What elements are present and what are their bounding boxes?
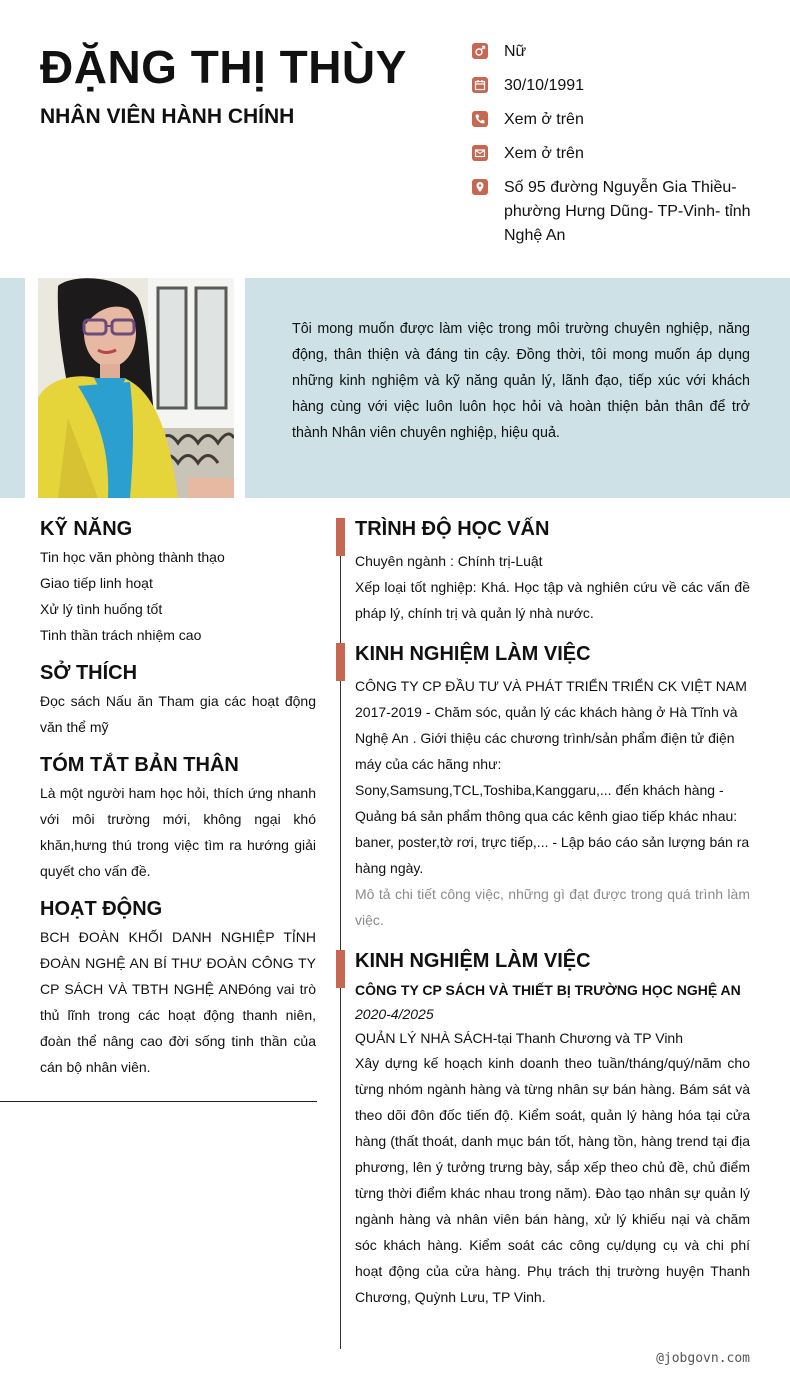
experience-section-2 <box>355 946 750 1310</box>
skill-item: Tin học văn phòng thành thạo <box>40 549 225 565</box>
timeline-marker-education <box>336 518 345 556</box>
address-value: Số 95 đường Nguyễn Gia Thiều- phường Hưng Dũng- TP-Vinh- tỉnh Nghệ An <box>504 179 751 244</box>
experience-1-line2: Sony,Samsung,TCL,Toshiba,Kanggaru,... đến khách hàng - Quảng bá sản phẩm thông qua các kênh giao tiếp khác nhau: baner, poster,tờ rơi, trực tiếp,... - Lập báo cáo sản lượng bán ra hàng ngày. <box>355 782 750 876</box>
candidate-name: ĐẶNG THỊ THÙY <box>40 41 407 93</box>
phone-value: Xem ở trên <box>504 111 584 128</box>
phone-icon <box>472 111 488 127</box>
email-icon <box>472 145 488 161</box>
email-value: Xem ở trên <box>504 145 584 162</box>
gender-value: Nữ <box>504 43 527 60</box>
left-column <box>40 514 316 1080</box>
skill-item: Giao tiếp linh hoạt <box>40 575 153 591</box>
contact-phone <box>472 108 762 132</box>
contact-gender <box>472 40 762 64</box>
experience-2-company: CÔNG TY CP SÁCH VÀ THIẾT BỊ TRƯỜNG HỌC NGHỆ AN <box>355 982 741 998</box>
experience-2-period: 2020-4/2025 <box>355 1006 434 1022</box>
skills-title: KỸ NĂNG <box>40 518 133 540</box>
activities-text: BCH ĐOÀN KHỐI DANH NGHIỆP TỈNH ĐOÀN NGHỆ AN BÍ THƯ ĐOÀN CÔNG TY CP SÁCH VÀ TBTH NGHỆ ANĐóng vai trò thủ lĩnh trong các hoạt động thanh niên, đoàn thể nâng cao đời sống tinh thần của cán bộ nhân viên. <box>40 929 316 1075</box>
contact-email <box>472 142 762 166</box>
timeline-marker-experience-2 <box>336 950 345 988</box>
education-detail: Xếp loại tốt nghiệp: Khá. Học tập và nghiên cứu về các vấn đề pháp lý, chính trị và quản lý nhà nước. <box>355 579 750 621</box>
footer-watermark: @jobgovn.com <box>656 1351 750 1366</box>
profile-photo-illustration <box>38 278 234 498</box>
experience-2-description: Xây dựng kế hoạch kinh doanh theo tuần/tháng/quý/năm cho từng nhóm ngành hàng và từng nhân sự bán hàng. Bám sát và theo dõi đôn đốc tiến độ. Kiểm soát, quản lý hàng hóa tại cửa hàng (thất thoát, danh mục bán tốt, hàng tồn, hàng trend tại địa phương, lên ý tưởng trưng bày, sắp xếp theo chủ đề, chủ điểm từng thời điểm khác nhau trong năm). Đào tạo nhân sự quản lý ngành hàng và nhân viên bán hàng, xử lý khiếu nại và chăm sóc khách hàng. Kiểm soát các công cụ/dụng cụ và chi phí hoạt động của cửa hàng. Phụ trách thị trường huyện Thanh Chương, Quỳnh Lưu, TP Vinh. <box>355 1055 750 1305</box>
experience-section-1 <box>355 639 750 933</box>
hobbies-title: SỞ THÍCH <box>40 662 138 684</box>
summary-title: TÓM TẮT BẢN THÂN <box>40 754 239 776</box>
activities-section <box>40 894 316 1080</box>
summary-text: Là một người ham học hỏi, thích ứng nhanh với môi trường mới, không ngại khó khăn,hưng thú trong việc tìm ra hướng giải quyết cho vấn đề. <box>40 785 316 879</box>
hobbies-section <box>40 658 316 740</box>
gender-icon <box>472 43 488 59</box>
job-title: NHÂN VIÊN HÀNH CHÍNH <box>40 105 295 128</box>
experience-2-position: QUẢN LÝ NHÀ SÁCH-tại Thanh Chương và TP Vinh <box>355 1030 683 1046</box>
experience-1-placeholder: Mô tả chi tiết công việc, những gì đạt được trong quá trình làm việc. <box>355 886 750 928</box>
location-icon <box>472 179 488 195</box>
skill-item: Tinh thần trách nhiệm cao <box>40 627 202 643</box>
experience-1-company: CÔNG TY CP ĐẦU TƯ VÀ PHÁT TRIỂN TRIỂN CK VIỆT NAM <box>355 678 747 694</box>
experience-2-title: KINH NGHIỆM LÀM VIỆC <box>355 950 591 972</box>
education-major: Chuyên ngành : Chính trị-Luật <box>355 553 543 569</box>
skills-section <box>40 514 316 648</box>
calendar-icon <box>472 77 488 93</box>
left-column-divider <box>0 1101 317 1102</box>
contact-info <box>472 40 762 258</box>
contact-birthday <box>472 74 762 98</box>
contact-address <box>472 176 762 248</box>
summary-section <box>40 750 316 884</box>
experience-1-title: KINH NGHIỆM LÀM VIỆC <box>355 643 591 665</box>
hobbies-text: Đọc sách Nấu ăn Tham gia các hoạt động văn thể mỹ <box>40 693 316 735</box>
activities-title: HOẠT ĐỘNG <box>40 898 163 920</box>
education-section <box>355 514 750 626</box>
education-title: TRÌNH ĐỘ HỌC VẤN <box>355 518 550 540</box>
profile-photo <box>38 278 234 498</box>
skill-item: Xử lý tình huống tốt <box>40 601 163 617</box>
career-objective: Tôi mong muốn được làm việc trong môi trường chuyên nghiệp, năng động, thân thiện và đáng tin cậy. Đồng thời, tôi mong muốn áp dụng những kinh nghiệm và kỹ năng quản lý, lãnh đạo, tiếp xúc với khách hàng cùng với việc luôn luôn học hỏi và hoàn thiện bản thân để trở thành Nhân viên chuyên nghiệp, hiệu quả. <box>292 321 750 441</box>
timeline-marker-experience-1 <box>336 643 345 681</box>
decorative-band-left <box>0 278 25 498</box>
experience-1-line1: 2017-2019 - Chăm sóc, quản lý các khách hàng ở Hà Tĩnh và Nghệ An . Giới thiệu các chương trình/sản phẩm điện tử điện máy của các hãng như: <box>355 704 738 772</box>
birthday-value: 30/10/1991 <box>504 77 585 94</box>
